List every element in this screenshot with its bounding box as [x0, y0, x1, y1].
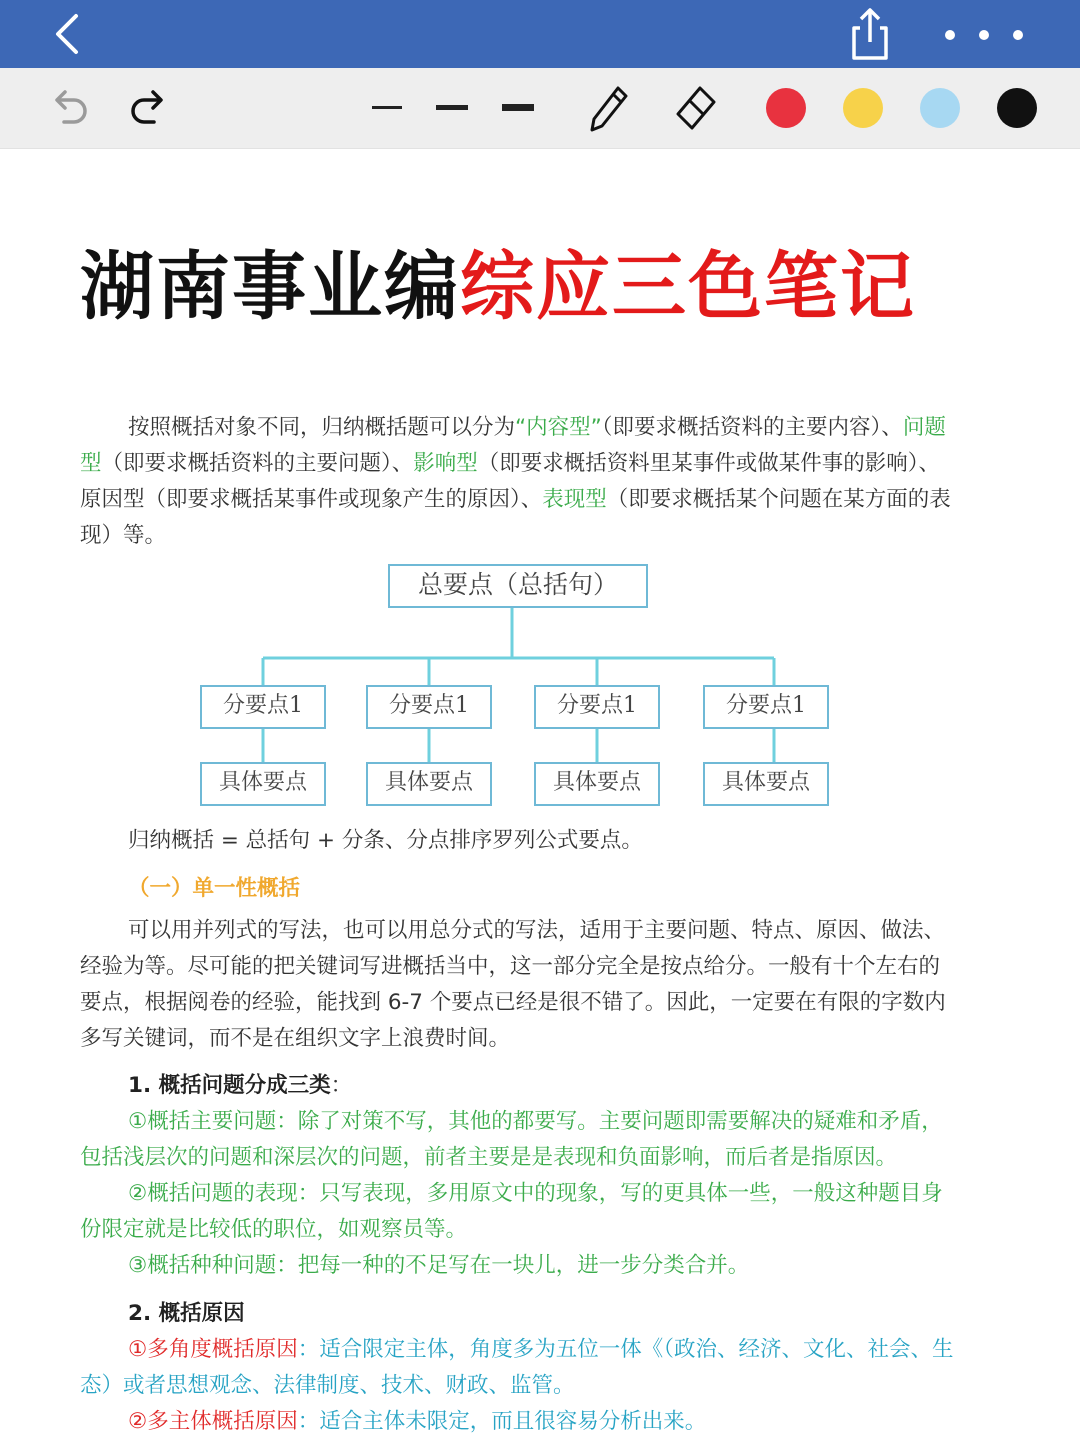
share-icon[interactable]	[848, 4, 892, 62]
point1-heading-line	[80, 1068, 960, 1104]
top-app-bar	[0, 0, 1080, 68]
undo-icon[interactable]	[50, 86, 90, 130]
point2-item-1	[80, 1332, 960, 1404]
intro-type-manifestation: 表现型	[542, 487, 607, 512]
point2-heading: 2. 概括原因	[128, 1301, 245, 1326]
diagram-detail-box: 具体要点	[366, 762, 492, 806]
intro-type-impact: 影响型	[413, 451, 478, 476]
intro-paragraph	[80, 410, 960, 554]
intro-text-4: （即要求概括资料里某事件或做某件事的影响）、原因型（即要求概括某事件或现象产生的原因）、	[80, 451, 941, 512]
diagram-sub-point-box: 分要点1	[200, 685, 326, 729]
thin-stroke-option[interactable]	[372, 106, 402, 109]
intro-text-3: （即要求概括资料的主要问题）、	[101, 451, 414, 476]
section1-heading: （一）单一性概括	[128, 876, 301, 901]
intro-text-2: （即要求概括资料的主要内容）、	[601, 415, 903, 440]
diagram-sub-point-box: 分要点1	[703, 685, 829, 729]
title-red-part: 综应三色笔记	[460, 244, 916, 330]
point1-heading: 1. 概括问题分成三类	[128, 1073, 331, 1098]
red-color-swatch[interactable]	[766, 88, 806, 128]
more-dots-icon[interactable]	[940, 22, 1030, 48]
diagram-detail-box: 具体要点	[534, 762, 660, 806]
yellow-color-swatch[interactable]	[843, 88, 883, 128]
medium-stroke-option[interactable]	[436, 105, 468, 110]
intro-type-content: “内容型”	[515, 415, 602, 440]
diagram-sub-point-box: 分要点1	[366, 685, 492, 729]
point2-item2-label: ②多主体概括原因	[128, 1409, 298, 1434]
section1-body: 可以用并列式的写法，也可以用总分式的写法，适用于主要问题、特点、原因、做法、经验为等。尽可能的把关键词写进概括当中，这一部分完全是按点给分。一般有十个左右的要点，根据阅卷的经验，能找到 6-7 个要点已经是很不错了。因此，一定要在有限的字数内多写关键词，而不是在组织文字上浪费时间。	[80, 918, 946, 1051]
pencil-icon[interactable]	[586, 82, 632, 134]
eraser-icon[interactable]	[672, 82, 720, 134]
thick-stroke-option[interactable]	[502, 104, 534, 111]
annotation-toolbar	[0, 68, 1080, 149]
intro-text-5: （即要求概括某个问题在某方面的表现）等。	[80, 487, 951, 548]
intro-type-problem: 问题型	[80, 415, 946, 476]
diagram-detail-box: 具体要点	[200, 762, 326, 806]
title-black-part: 湖南事业编	[80, 244, 460, 330]
point1-item-2: ②概括问题的表现：只写表现，多用原文中的现象，写的更具体一些，一般这种题目身份限定就是比较低的职位，如观察员等。	[80, 1181, 943, 1242]
point2-item2-text: ：适合主体未限定，而且很容易分析出来。	[297, 1409, 707, 1434]
point2-item1-text: ：适合限定主体，角度多为五位一体《（政治、经济、文化、社会、生态）或者思想观念、法律制度、技术、财政、监管。	[80, 1337, 954, 1398]
diagram-detail-box: 具体要点	[703, 762, 829, 806]
point2-item-2	[80, 1404, 960, 1440]
diagram-top-box: 总要点（总括句）	[388, 564, 648, 608]
point1-colon: ：	[330, 1073, 353, 1098]
intro-text-1: 按照概括对象不同，归纳概括题可以分为	[128, 415, 516, 440]
formula-line: 归纳概括 = 总括句 + 分条、分点排序罗列公式要点。	[128, 828, 643, 853]
page-title	[80, 228, 916, 334]
chevron-left-icon[interactable]	[48, 8, 88, 60]
diagram-sub-point-box: 分要点1	[534, 685, 660, 729]
light-blue-color-swatch[interactable]	[920, 88, 960, 128]
black-color-swatch[interactable]	[997, 88, 1037, 128]
redo-icon[interactable]	[128, 86, 168, 130]
point2-item1-label: ①多角度概括原因	[128, 1337, 298, 1362]
point1-item-1: ①概括主要问题：除了对策不写，其他的都要写。主要问题即需要解决的疑难和矛盾，包括浅层次的问题和深层次的问题，前者主要是是表现和负面影响，而后者是指原因。	[80, 1109, 943, 1170]
point1-item-3: ③概括种种问题：把每一种的不足写在一块儿，进一步分类合并。	[128, 1253, 750, 1278]
